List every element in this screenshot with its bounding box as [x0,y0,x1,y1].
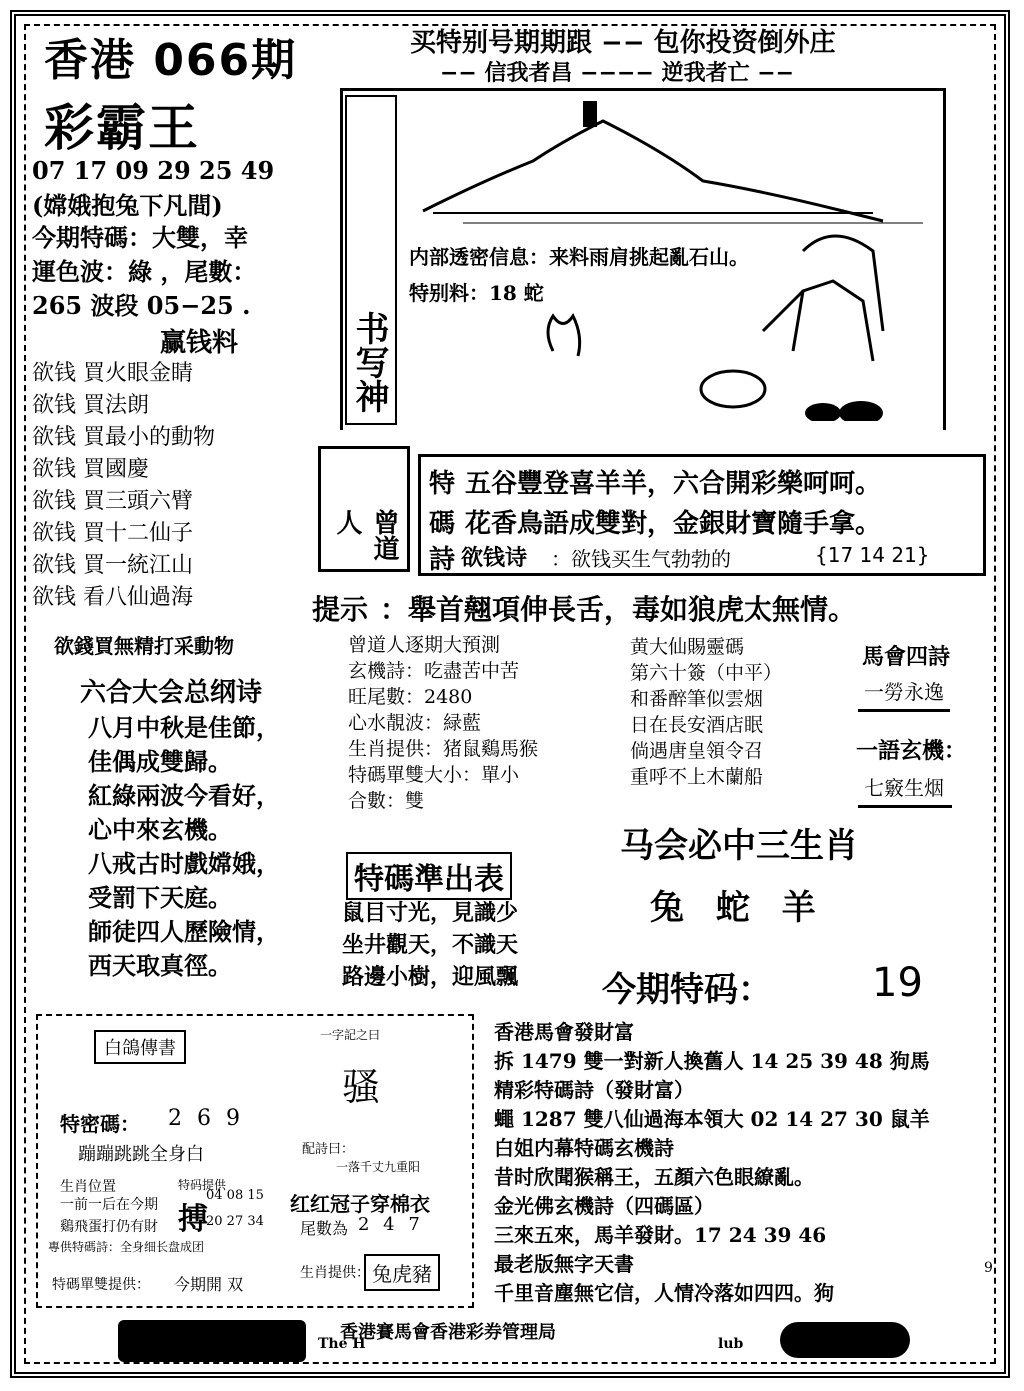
poem-line: 心中來玄機。 [88,815,232,844]
poem-line: 八月中秋是佳節， [88,713,280,742]
luck-color: 運色波：綠 ，尾數： [32,257,257,286]
banner-slogan: 买特别号期期跟 −− 包你投资倒外庄 [410,28,836,58]
prediction-line: 特碼單雙大小：單小 [348,764,520,786]
code-riddle: 蹦蹦跳跳全身白 [78,1144,204,1165]
poem-label-2: 碼 [429,509,456,539]
prediction-line: 日在長安酒店眠 [630,714,764,736]
nums-2: 20 27 34 [206,1214,264,1229]
today-special-label: 今期特码： [602,970,772,1010]
one-word-value: 七竅生烟 [858,772,952,808]
poem-label-3: 詩 [429,545,456,575]
tail-label: 尾數為 [300,1219,349,1238]
special-material: 特别料：18 蛇 [409,281,544,305]
fortune-lines [494,1016,930,1306]
three-zodiac-value: 兔 蛇 羊 [650,888,826,928]
list-item: 欲钱 買火眼金睛 [32,361,193,386]
brand-title: 彩霸王 [44,99,200,157]
list-item: 欲钱 看八仙過海 [32,585,193,610]
fortune-line: 精彩特碼詩（發財富） [494,1078,694,1102]
table-line: 鼠目寸光，見識少 [342,900,519,926]
footer-left-text: The H [318,1336,366,1352]
tail-value: 2 4 7 [358,1214,424,1235]
huang-prediction [630,632,782,788]
liuhe-lines [88,708,280,980]
pigeon-title: 白鴿傳書 [94,1030,186,1064]
prediction-line: 生肖提供：猪鼠鷄馬猴 [348,738,539,760]
fortune-line: 香港馬會發財富 [494,1020,634,1044]
one-word-heading: 一語玄機： [856,739,967,764]
poem-line: 師徒四人歷險情， [88,917,280,946]
list-item: 欲钱 買國慶 [32,457,149,482]
red-line: 红红冠子穿棉衣 [290,1192,430,1216]
prediction-line: 心水靚波：緑藍 [348,712,482,734]
table-out-lines [342,896,518,992]
poem-label-1: 特 [429,469,456,499]
fortune-line: 白姐内幕特碼玄機詩 [494,1136,674,1160]
table-out-heading: 特碼準出表 [346,852,512,900]
poem-line-2: 花香鳥語成雙對，金銀財寶隨手拿。 [465,509,882,539]
prediction-line: 黄大仙賜靈碼 [630,636,745,658]
seal-text: 曾道人 [332,509,399,561]
prediction-line: 玄機詩：吃盡苦中苦 [348,660,520,682]
zodiac-label: 生肖提供： [300,1265,370,1281]
prediction-line: 第六十簽（中平） [630,662,783,684]
nums: 04 08 15 [206,1188,264,1203]
liuhe-heading: 六合大会总纲诗 [80,678,263,708]
three-zodiac-heading: 马会必中三生肖 [620,826,858,866]
horse-poem-value: 一勞永逸 [858,676,950,712]
fortune-line: 拆 1479 雙一對新人換舊人 14 25 39 48 狗馬 [494,1049,930,1073]
pigeon-box [36,1014,474,1308]
prediction-line: 曾道人逐期大預測 [348,634,501,656]
win-heading: 赢钱料 [160,328,239,358]
code-label: 特密碼： [60,1112,140,1136]
seal-stamp [318,446,410,572]
code-value: 2 6 9 [168,1106,244,1131]
poem-line: 佳偶成雙歸。 [88,747,232,776]
fortune-line: 昔时欣聞猴稱王，五顏六色眼繚亂。 [494,1165,814,1189]
poem-line: 西天取真徑。 [88,951,232,980]
inner-info: 内部透密信息：来料雨肩挑起亂石山。 [409,241,749,270]
fortune-line: 蠅 1287 雙八仙過海本領大 02 14 27 30 鼠羊 [494,1107,930,1131]
prediction-line: 和番醉筆似雲烟 [630,688,764,710]
zodiac-pos-label: 生肖位置 [60,1179,116,1195]
fortune-line: 三來五來，馬羊發財。17 24 39 46 [494,1223,827,1247]
list-item: 欲钱 買三頭六臂 [32,489,193,514]
list-item: 欲钱 買法朗 [32,393,149,418]
fortune-line: 千里音塵無它信，人情冷落如四四。狗 [494,1281,834,1305]
word-label: 一字記之曰 [320,1028,381,1042]
footer-org: 香港賽馬會香港彩券管理局 [340,1322,556,1343]
list-item: 欲钱 買一統江山 [32,553,193,578]
special-poem-label: 專供特碼詩：全身细长盘成团 [48,1240,205,1254]
poem-line: 八戒古时戲嫦娥， [88,849,280,878]
riddle: (嫦娥抱兔下凡間) [32,191,223,220]
nums-label: 特码提供 [178,1178,227,1192]
list-item: 欲钱 買最小的動物 [32,425,215,450]
issue-title: 香港 066期 [44,35,298,86]
lottery-logo [780,1322,910,1358]
page-number: 9 [984,1260,993,1276]
list-item: 欲钱 買十二仙子 [32,521,193,546]
word: 骚 [342,1065,381,1109]
poem: 一落千丈九重阳 [336,1160,421,1174]
hint-label: 提示 [312,593,369,626]
bet-char: 搏 [178,1202,208,1237]
prediction-line: 旺尾數：2480 [348,686,473,708]
fortune-line: 金光佛玄機詩（四碼區） [494,1194,714,1218]
poem-line-3: ：欲钱买生气勃勃的 [551,547,731,571]
poem-line-3-numbers: {17 14 21} [815,543,930,567]
range: 265 波段 05−25 . [32,291,251,320]
zeng-prediction [348,630,538,812]
poem-label: 配詩曰： [302,1142,355,1157]
special-poem-box [418,454,986,576]
today-special-value: 19 [872,960,923,1006]
prediction-line: 合數：雙 [348,790,425,812]
vertical-text: 书写神 [349,311,389,413]
hint-text: ：舉首翹項伸長舌，毒如狼虎太無情。 [380,593,857,626]
poem-line: 受罰下天庭。 [88,883,232,912]
poem-line-1: 五谷豐登喜羊羊，六合開彩樂呵呵。 [465,469,882,499]
horse-poem-heading: 馬會四詩 [862,645,951,670]
footer-right-text: lub [718,1336,744,1352]
special-code: 今期特碼：大雙，幸 [32,223,248,252]
prediction-line: 倘遇唐皇領令召 [630,740,764,762]
table-line: 路邊小樹，迎風飄 [342,964,519,990]
pos-1: 一前一后在今期 [60,1197,158,1213]
poem-line: 紅綠兩波今看好， [88,781,280,810]
banner-sub: −− 信我者昌 −−−− 逆我者亡 −− [440,61,795,86]
odd-even-label: 特碼單雙提供： [52,1277,150,1293]
lucky-numbers: 07 17 09 29 25 49 [32,156,275,185]
zodiac-value: 兔虎豬 [364,1254,440,1291]
pos-2: 鷄飛蛋打仍有財 [60,1219,158,1235]
poem-line-3-label: 欲钱诗 [461,546,528,571]
odd-even-value: 今期開 双 [174,1275,244,1294]
win-footer: 欲錢買無精打采動物 [54,634,234,658]
prediction-line: 重呼不上木蘭船 [630,766,764,788]
win-list [32,356,215,612]
illustration-box [340,88,946,430]
fortune-line: 最老版無字天書 [494,1252,634,1276]
jockey-club-logo [118,1320,306,1362]
table-line: 坐井觀天，不識天 [342,932,519,958]
